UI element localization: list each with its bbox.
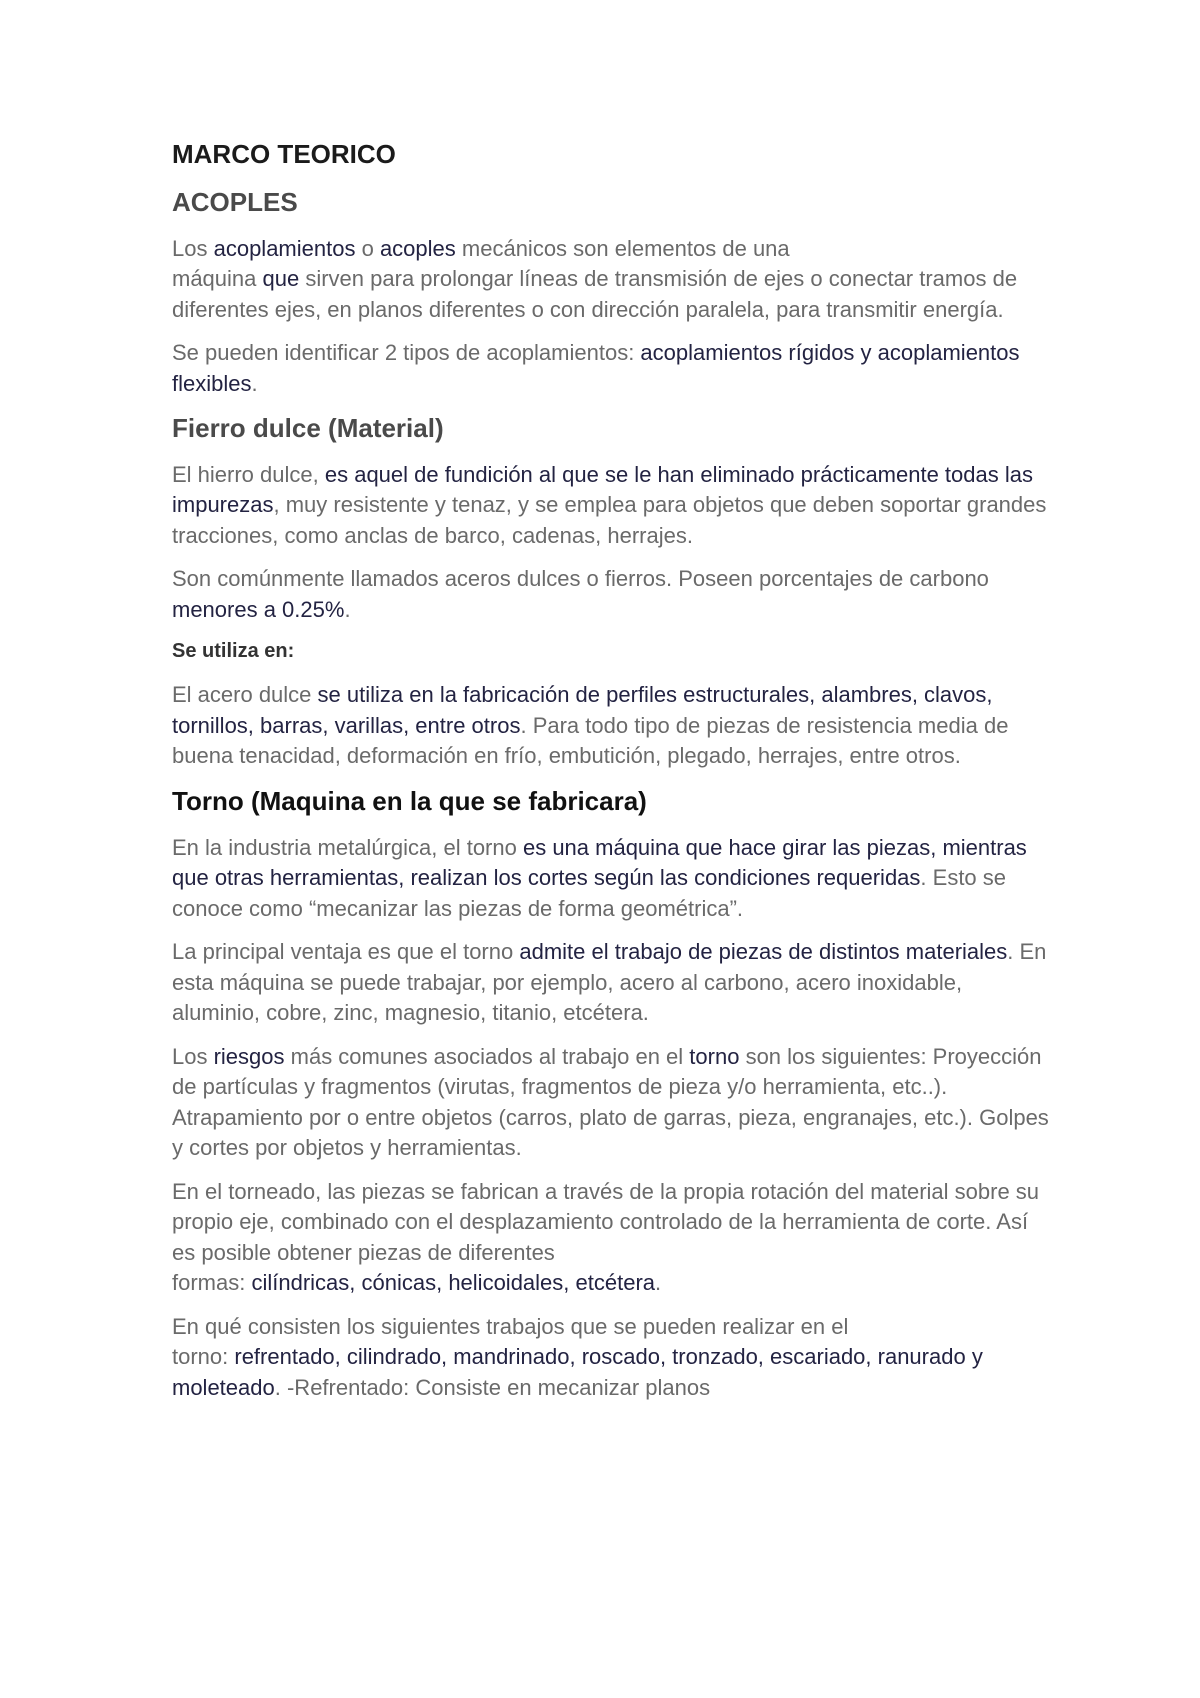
paragraph (172, 680, 1052, 772)
paragraph (172, 564, 1052, 625)
body-text: . (655, 1270, 662, 1296)
emphasis-text: cilíndricas, cónicas, helicoidales, etcétera (251, 1270, 655, 1296)
document-title: MARCO TEORICO (172, 139, 396, 169)
body-text: son los siguientes: Proyección de partículas y fragmentos (virutas, fragmentos de pieza y/o herramienta, etc..). Atrapamiento por o entre objetos (carros, plato de garras, pieza, engranajes, etc.). Golpes y cortes por objetos y herramientas. (172, 1043, 1049, 1161)
emphasis-text: acoplamientos rígidos y acoplamientos flexibles (172, 340, 1020, 396)
body-text: , muy resistente y tenaz, y se emplea para objetos que deben soportar grandes tracciones, como anclas de barco, cadenas, herrajes. (172, 492, 1047, 548)
paragraph (172, 937, 1052, 1029)
emphasis-text: se utiliza en la fabricación de perfiles estructurales, alambres, clavos, tornillos, barras, varillas, entre otros (172, 682, 993, 738)
paragraph (172, 234, 1052, 326)
emphasis-text: riesgos (213, 1043, 285, 1069)
body-text: o (355, 235, 380, 261)
document-page (172, 138, 1052, 1416)
body-text: máquina (172, 266, 263, 292)
paragraph (172, 460, 1052, 552)
paragraph (172, 1042, 1052, 1164)
emphasis-text: torno (689, 1043, 740, 1069)
paragraph (172, 1177, 1052, 1299)
section-torno (172, 785, 1052, 1403)
body-text: sirven para prolongar líneas de transmisión de ejes o conectar tramos de diferentes ejes, en planos diferentes o con dirección paralela, para transmitir energía. (172, 266, 1018, 322)
emphasis-text: es aquel de fundición al que se le han eliminado prácticamente todas las impurezas (172, 461, 1033, 518)
body-text: . En esta máquina se puede trabajar, por ejemplo, acero al carbono, acero inoxidable, aluminio, cobre, zinc, magnesio, titanio, etcétera. (172, 939, 1047, 1026)
emphasis-text: menores a 0.25% (172, 596, 345, 622)
body-text: más comunes asociados al trabajo en el (284, 1043, 690, 1069)
subheading-se-utiliza-en: Se utiliza en: (172, 640, 295, 663)
body-text: El hierro dulce, (172, 461, 325, 487)
emphasis-text: admite el trabajo de piezas de distintos materiales (519, 939, 1008, 965)
section-acoples (172, 186, 1052, 399)
emphasis-text: es una máquina que hace girar las piezas, mientras que otras herramientas, realizan los cortes según las condiciones requeridas (172, 834, 1027, 891)
emphasis-text: acoplamientos (213, 235, 356, 261)
body-text: . (251, 370, 258, 396)
section-fierro-dulce (172, 412, 1052, 772)
section-heading-torno: Torno (Maquina en la que se fabricara) (172, 785, 647, 816)
section-heading-acoples: ACOPLES (172, 186, 298, 217)
body-text: torno: (172, 1344, 235, 1370)
body-text: Son comúnmente llamados aceros dulces o fierros. Poseen porcentajes de carbono (172, 566, 989, 592)
body-text: Los (172, 1043, 214, 1069)
body-text: formas: (172, 1270, 252, 1296)
emphasis-text: acoples (379, 235, 456, 261)
body-text: La principal ventaja es que el torno (172, 939, 520, 965)
paragraph (172, 338, 1052, 399)
paragraph (172, 833, 1052, 925)
body-text: Los (172, 235, 214, 261)
section-heading-fierro-dulce: Fierro dulce (Material) (172, 413, 444, 444)
body-text: mecánicos son elementos de una (455, 235, 790, 261)
body-text: El acero dulce (172, 682, 318, 708)
paragraph (172, 1312, 1052, 1404)
body-text: . Para todo tipo de piezas de resistencia media de buena tenacidad, deformación en frío, embutición, plegado, herrajes, entre otros. (172, 712, 1009, 769)
emphasis-text: refrentado, cilindrado, mandrinado, roscado, tronzado, escariado, ranurado y moleteado (172, 1344, 983, 1400)
body-text: . Esto se conoce como “mecanizar las piezas de forma geométrica”. (172, 865, 1007, 921)
body-text: . (344, 596, 351, 622)
body-text: . -Refrentado: Consiste en mecanizar planos (274, 1374, 711, 1400)
emphasis-text: que (262, 266, 300, 292)
body-text: Se pueden identificar 2 tipos de acoplamientos: (172, 340, 641, 366)
body-text: En el torneado, las piezas se fabrican a través de la propia rotación del material sobre su propio eje, combinado con el desplazamiento controlado de la herramienta de corte. Así es posible obtener piezas de diferentes (172, 1178, 1040, 1265)
body-text: En qué consisten los siguientes trabajos que se pueden realizar en el (172, 1313, 849, 1339)
body-text: En la industria metalúrgica, el torno (172, 834, 523, 860)
